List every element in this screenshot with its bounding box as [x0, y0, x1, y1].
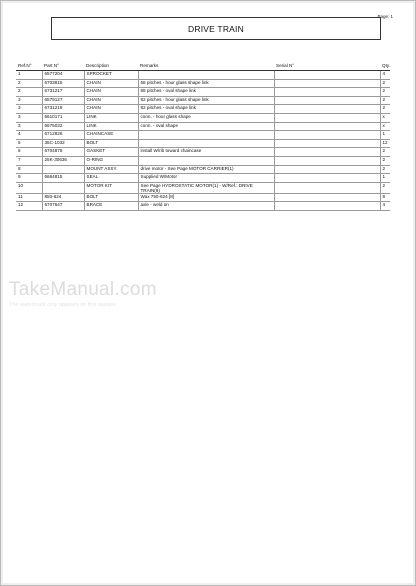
cell-part-number: 6579127 [42, 96, 84, 105]
table-row [16, 79, 390, 88]
cell-serial [274, 182, 380, 193]
header-serial: Serial N° [274, 62, 380, 71]
cell-remarks: Wax 750-624 [8] [138, 193, 274, 202]
cell-serial [274, 71, 380, 80]
cell-serial [274, 131, 380, 140]
header-part: Part N° [42, 62, 84, 71]
cell-part-number: 6712826 [42, 131, 84, 140]
cell-description: CHAIN [84, 79, 138, 88]
cell-ref: 10 [16, 182, 42, 193]
cell-ref: 7 [16, 156, 42, 165]
cell-part-number: 6610171 [42, 113, 84, 122]
cell-part-number: 6731218 [42, 105, 84, 114]
cell-description: CHAIN [84, 105, 138, 114]
cell-ref: 3 [16, 113, 42, 122]
cell-part-number: 6675032 [42, 122, 84, 131]
cell-description: SEAL [84, 174, 138, 183]
cell-description: BRACE [84, 202, 138, 211]
cell-remarks [138, 71, 274, 80]
cell-qty: 8 [380, 193, 390, 202]
cell-serial [274, 193, 380, 202]
cell-remarks: 68 pitches - hour glass shape link [138, 79, 274, 88]
header-description: Description [84, 62, 138, 71]
watermark [9, 279, 157, 308]
cell-serial [274, 139, 380, 148]
cell-ref: 8 [16, 165, 42, 174]
cell-qty: 2 [380, 79, 390, 88]
cell-qty: 2 [380, 105, 390, 114]
cell-remarks: conn. - oval shape [138, 122, 274, 131]
cell-remarks: drive motor - See Page MOTOR CARRIER(1) [138, 165, 274, 174]
cell-part-number: 35C-1032 [42, 139, 84, 148]
table-row [16, 202, 390, 211]
cell-qty: 2 [380, 88, 390, 97]
header-qty: Qty. [380, 62, 390, 71]
cell-ref: 2 [16, 79, 42, 88]
table-row [16, 139, 390, 148]
cell-ref: 11 [16, 193, 42, 202]
table-row [16, 193, 390, 202]
cell-part-number: 6577204 [42, 71, 84, 80]
cell-serial [274, 113, 380, 122]
cell-part-number: 6731217 [42, 88, 84, 97]
cell-ref: 2 [16, 88, 42, 97]
cell-description: LINK [84, 122, 138, 131]
cell-serial [274, 174, 380, 183]
cell-qty: x [380, 113, 390, 122]
cell-part-number: 6703815 [42, 79, 84, 88]
cell-serial [274, 96, 380, 105]
cell-remarks [138, 156, 274, 165]
cell-description: MOUNT ASSY. [84, 165, 138, 174]
cell-description: MOTOR KIT [84, 182, 138, 193]
cell-part-number: 25K-30636 [42, 156, 84, 165]
cell-qty: 2 [380, 148, 390, 157]
parts-table [16, 62, 390, 211]
cell-remarks: axle - weld on [138, 202, 274, 211]
table-row [16, 113, 390, 122]
cell-description: GASKET [84, 148, 138, 157]
cell-remarks [138, 131, 274, 140]
cell-qty: 2 [380, 182, 390, 193]
cell-remarks: 82 pitches - hour glass shape link [138, 96, 274, 105]
cell-qty: 2 [380, 96, 390, 105]
page-number: Page: 1 [377, 14, 393, 19]
cell-description: BOLT [84, 193, 138, 202]
cell-part-number: 850-624 [42, 193, 84, 202]
cell-part-number: 6664815 [42, 174, 84, 183]
document-title [51, 17, 381, 40]
table-row [16, 71, 390, 80]
cell-ref: 1 [16, 71, 42, 80]
cell-part-number: 6704878 [42, 148, 84, 157]
cell-ref: 12 [16, 202, 42, 211]
cell-qty: 2 [380, 165, 390, 174]
cell-serial [274, 156, 380, 165]
table-row [16, 165, 390, 174]
cell-serial [274, 88, 380, 97]
cell-ref: 3 [16, 105, 42, 114]
table-row [16, 148, 390, 157]
table-row [16, 122, 390, 131]
table-header-row [16, 62, 390, 71]
cell-qty: 4 [380, 71, 390, 80]
cell-ref: 3 [16, 122, 42, 131]
cell-part-number [42, 165, 84, 174]
cell-remarks: 68 pitches - oval shape link [138, 88, 274, 97]
cell-ref: 4 [16, 131, 42, 140]
cell-description: CHAIN [84, 96, 138, 105]
cell-qty: 2 [380, 156, 390, 165]
cell-description: LINK [84, 113, 138, 122]
table-row [16, 174, 390, 183]
cell-remarks: Supplied W/Motor [138, 174, 274, 183]
cell-serial [274, 79, 380, 88]
cell-qty: 12 [380, 139, 390, 148]
table-row [16, 131, 390, 140]
cell-ref: 9 [16, 174, 42, 183]
cell-description: BOLT [84, 139, 138, 148]
cell-serial [274, 105, 380, 114]
cell-remarks [138, 139, 274, 148]
cell-part-number: 6707647 [42, 202, 84, 211]
cell-description: CHAINCASE [84, 131, 138, 140]
cell-serial [274, 202, 380, 211]
cell-serial [274, 148, 380, 157]
cell-qty: x [380, 122, 390, 131]
cell-serial [274, 122, 380, 131]
table-row [16, 105, 390, 114]
cell-remarks: conn. - hour glass shape [138, 113, 274, 122]
cell-ref: 5 [16, 139, 42, 148]
watermark-sub: The watermark only appears on this sample [9, 302, 116, 308]
cell-remarks: 82 pitches - oval shape link [138, 105, 274, 114]
cell-qty: 1 [380, 174, 390, 183]
table-row [16, 156, 390, 165]
header-remarks: Remarks [138, 62, 274, 71]
cell-remarks: See Page HYDROSTATIC MOTOR(1) - W/Ref.: DRIVE TRAIN(9) [138, 182, 274, 193]
cell-qty: 4 [380, 202, 390, 211]
cell-description: CHAIN [84, 88, 138, 97]
cell-serial [274, 165, 380, 174]
cell-description: O-RING [84, 156, 138, 165]
cell-ref: 3 [16, 96, 42, 105]
header-ref: Ref.N° [16, 62, 42, 71]
cell-qty: 1 [380, 131, 390, 140]
table-row [16, 88, 390, 97]
cell-remarks: install W/rib toward chaincase [138, 148, 274, 157]
cell-description: SPROCKET [84, 71, 138, 80]
cell-part-number [42, 182, 84, 193]
document-title-text: DRIVE TRAIN [188, 23, 244, 34]
watermark-main: TakeManual.com [9, 279, 157, 300]
table-row [16, 96, 390, 105]
table-row [16, 182, 390, 193]
cell-ref: 6 [16, 148, 42, 157]
